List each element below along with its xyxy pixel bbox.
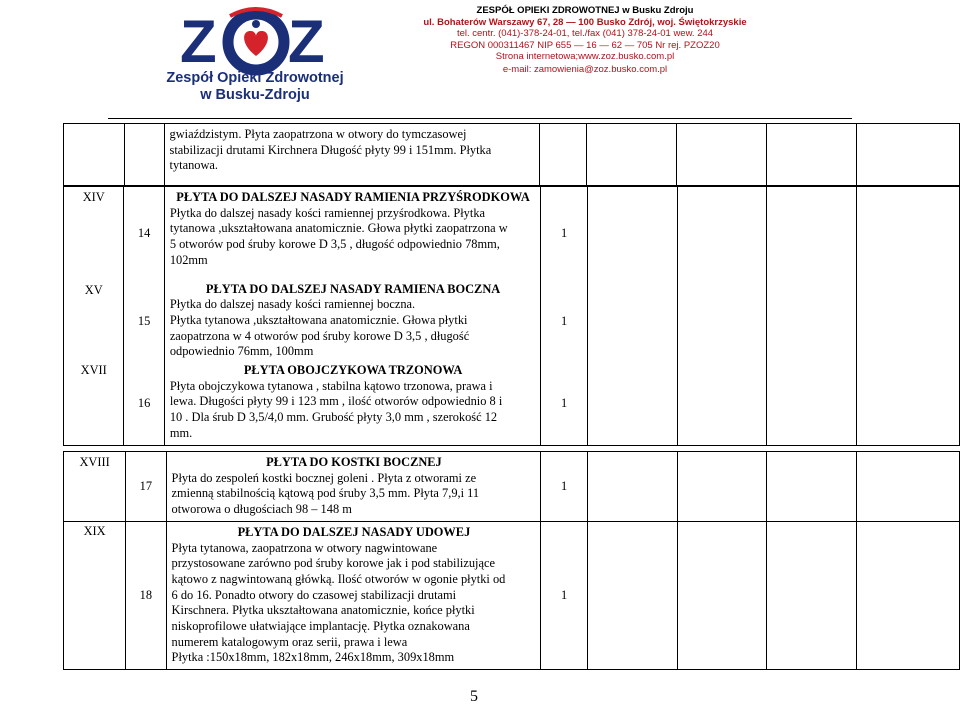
desc-line: przystosowane zarówno pod śruby korowe jak i pod stabilizujące <box>171 556 495 571</box>
logo-name-line1: Zespół Opieki Zdrowotnej <box>166 70 344 86</box>
empty-cell <box>676 124 766 186</box>
logo-name-line2: w Busku-Zdroju <box>200 87 310 103</box>
description-cell <box>166 452 541 522</box>
description-cell <box>164 282 541 364</box>
page-number: 5 <box>470 688 478 705</box>
desc-line: Kirschnera. Płytka ukształtowana anatomicznie, końce płytki <box>171 603 475 618</box>
number-cell: 15 <box>124 282 164 364</box>
desc-line: lewa. Długości płyty 99 i 123 mm , ilość otworów odpowiednio 8 i <box>169 394 503 409</box>
desc-line: 10 . Dla śrub D 3,5/4,0 mm. Grubość płyty 3,0 mm , szerokość 12 <box>169 410 498 425</box>
org-address: ul. Bohaterów Warszawy 67, 28 — 100 Busko Zdrój, woj. Świętokrzyskie <box>423 16 747 28</box>
number-cell <box>124 124 164 186</box>
empty-cell <box>587 521 677 669</box>
empty-cell <box>857 521 960 669</box>
number-cell: 18 <box>126 521 166 669</box>
empty-cell <box>677 452 767 522</box>
desc-line: Płytka tytanowa ,ukształtowana anatomicznie. Głowa płytki <box>169 312 468 327</box>
table-row <box>64 521 960 669</box>
desc-line: kątowo z nagwintowaną główką. Ilość otworów w ogonie płytki od <box>171 571 506 586</box>
empty-cell <box>677 521 767 669</box>
number-cell: 16 <box>124 363 164 445</box>
spec-table-group-a <box>63 186 960 446</box>
quantity-cell: 1 <box>541 452 588 522</box>
number-cell: 17 <box>126 452 166 522</box>
item-title: PŁYTA DO KOSTKI BOCZNEJ <box>266 455 442 469</box>
svg-text:Z: Z <box>288 8 325 75</box>
desc-line: 102mm <box>169 252 208 267</box>
desc-line: tytanowa ,ukształtowana anatomicznie. Głowa płytki zaopatrzona w <box>169 221 508 236</box>
desc-line: otworowa o długościach 98 – 148 m <box>171 502 352 517</box>
table-row <box>64 124 960 186</box>
org-regon: REGON 000311467 NIP 655 — 16 — 62 — 705 Nr rej. PZOZ20 <box>450 39 720 51</box>
roman-numeral: XV <box>84 283 103 297</box>
svg-text:Z: Z <box>180 8 217 75</box>
roman-numeral: XVII <box>80 363 107 377</box>
desc-line: stabilizacji drutami Kirchnera Długość płyty 99 i 151mm. Płytka <box>169 142 492 157</box>
empty-cell <box>677 187 767 446</box>
desc-line: Płytka do dalszej nasady kości ramiennej boczna. <box>169 297 416 312</box>
roman-cell <box>64 124 125 186</box>
roman-cell: XIX <box>64 521 126 669</box>
logo-caption <box>160 70 350 104</box>
desc-line: 5 otworów pod śruby korowe D 3,5 , długość odpowiednio 78mm, <box>169 237 500 252</box>
desc-line: mm. <box>169 425 193 440</box>
empty-cell <box>767 452 857 522</box>
desc-line: zmienną stabilnością kątową pod śruby 3,5 mm. Płyta 7,9,i 11 <box>171 486 480 501</box>
desc-line: odpowiednio 76mm, 100mm <box>169 344 314 359</box>
empty-cell <box>587 452 677 522</box>
desc-line: niskoprofilowe ułatwiające implantację. Płytka oznakowana <box>171 619 470 634</box>
quantity-cell: 1 <box>541 363 588 445</box>
empty-cell <box>587 187 677 446</box>
number-cell: 14 <box>124 187 164 282</box>
quantity-cell: 1 <box>541 282 588 364</box>
organization-header <box>400 5 770 76</box>
empty-cell <box>586 124 676 186</box>
empty-cell <box>766 124 856 186</box>
header-divider <box>108 118 852 119</box>
quantity-cell: 1 <box>541 521 588 669</box>
roman-cell <box>64 187 124 446</box>
spec-table-top <box>63 123 960 186</box>
roman-cell: XVIII <box>64 452 126 522</box>
desc-line: Płyta obojczykowa tytanowa , stabilna kątowo trzonowa, prawa i <box>169 378 493 393</box>
desc-line: tytanowa. <box>169 158 219 173</box>
empty-cell <box>857 187 960 446</box>
description-cell <box>164 187 541 282</box>
empty-cell <box>856 124 959 186</box>
spec-table-group-b <box>63 451 960 670</box>
desc-line: Płytka :150x18mm, 182x18mm, 246x18mm, 309x18mm <box>171 650 455 665</box>
desc-line: zaopatrzona w 4 otworów pod śruby korowe D 3,5 , długość <box>169 328 470 343</box>
empty-cell <box>857 452 960 522</box>
org-name: ZESPÓŁ OPIEKI ZDROWOTNEJ w Busku Zdroju <box>476 5 694 16</box>
item-title: PŁYTA DO DALSZEJ NASADY RAMIENA BOCZNA <box>205 281 501 296</box>
table-row <box>64 452 960 522</box>
roman-numeral: XIV <box>82 190 105 204</box>
desc-line: gwiaździstym. Płyta zaopatrzona w otwory do tymczasowej <box>169 127 467 141</box>
org-email: e-mail: zamowienia@zoz.busko.com.pl <box>502 63 668 75</box>
empty-cell <box>767 521 857 669</box>
org-website: Strona internetowa;www.zoz.busko.com.pl <box>495 51 675 63</box>
quantity-cell: 1 <box>541 187 588 282</box>
desc-line: Płyta do zespoleń kostki bocznej goleni . Płyta z otworami ze <box>171 470 477 485</box>
empty-cell <box>767 187 857 446</box>
desc-line: 6 do 16. Ponadto otwory do czasowej stabilizacji drutami <box>171 587 457 602</box>
item-title: PŁYTA OBOJCZYKOWA TRZONOWA <box>243 363 463 378</box>
org-phone: tel. centr. (041)-378-24-01, tel./fax (041) 378-24-01 wew. 244 <box>456 28 714 40</box>
desc-line: numerem katalogowym oraz serii, prawa i lewa <box>171 634 408 649</box>
description-cell <box>164 363 541 445</box>
desc-line: Płytka do dalszej nasady kości ramiennej przyśrodkowa. Płytka <box>169 205 486 220</box>
quantity-cell <box>540 124 586 186</box>
item-title: PŁYTA DO DALSZEJ NASADY UDOWEJ <box>237 524 471 539</box>
table-row <box>64 187 960 282</box>
item-title: PŁYTA DO DALSZEJ NASADY RAMIENIA PRZYŚRODKOWA <box>176 190 530 204</box>
description-cell <box>166 521 541 669</box>
desc-line: Płyta tytanowa, zaopatrzona w otwory nagwintowane <box>171 540 438 555</box>
description-cell <box>164 124 540 186</box>
